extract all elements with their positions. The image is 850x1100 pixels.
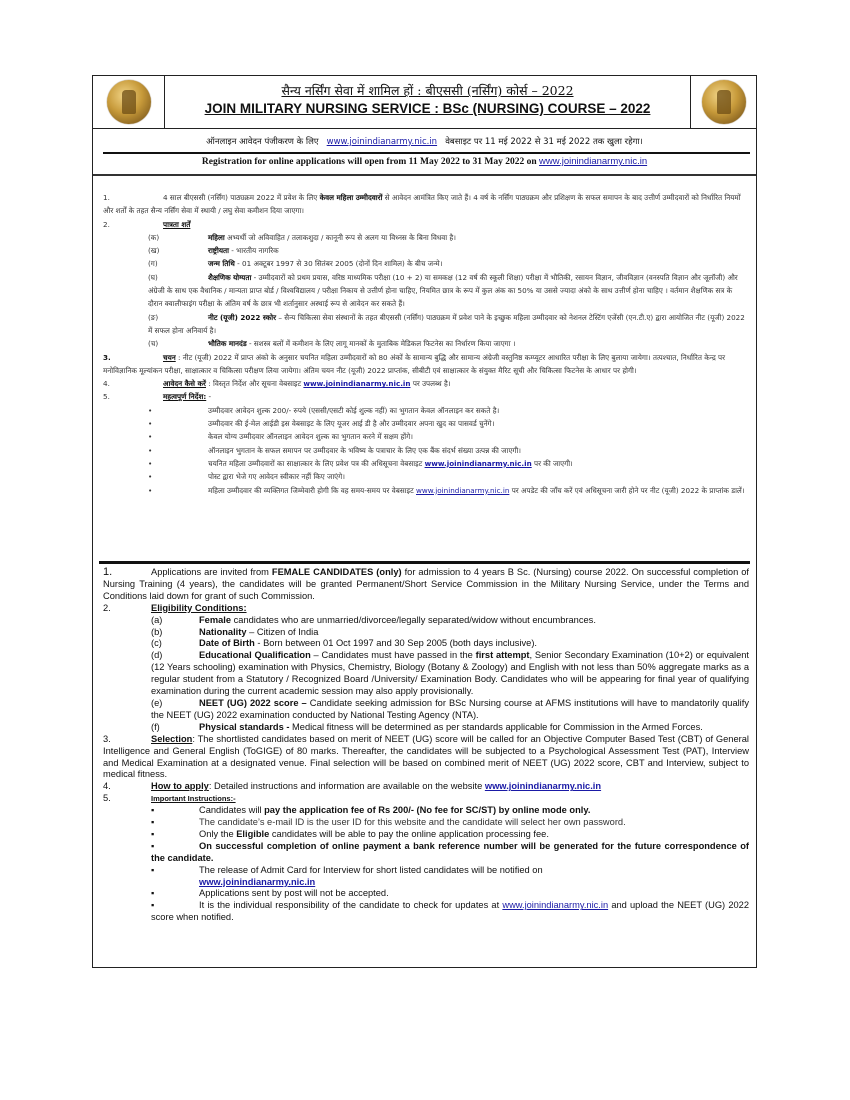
hindi-para-1-text-b: से आवेदन आमंत्रित किए जाते हैं। 4 वर्ष के नर्सिंग पाठ्यक्रम और प्रशिक्षण के सफल समापन के बाद उत्तीर्ण उम्मीदवारों को निर्धारित नियमों और शर्तों के तहत सैन्य नर्सिंग सेवा में स्थायी / लघु सेवा कमीशन दिया जाएगा। [103, 193, 741, 216]
bullet-icon: ▪ [151, 840, 155, 851]
item-bold: राष्ट्रीयता [208, 246, 229, 256]
item-bold: Date of Birth [199, 638, 255, 649]
hindi-para-1-bold: केवल महिला उम्मीदवारों [319, 193, 383, 202]
english-instructions-title: Important Instructions:- [151, 794, 236, 804]
item-label: (a) [151, 614, 163, 625]
emblem-icon [702, 80, 746, 124]
item-bold: NEET (UG) 2022 score – [199, 697, 307, 708]
para-number: 2. [103, 602, 111, 613]
item-text: , Senior Secondary Examination (10+2) or equivalent (12 Years schooling) examination with Physics, Chemistry, Biology (Botany & Zoology) and English with not less than 50% aggregate marks as a regular student from a Statutory / Recognized Board /University/ Examination Body. Candidates who will be appearing for final year of qualifying examination during the current academic session may also apply provisionally. [151, 650, 749, 697]
item-text: - उम्मीदवारों को प्रथम प्रयास, वरिष्ठ माध्यमिक परीक्षा (10 + 2) या समकक्ष (12 वर्ष की स्कूली शिक्षा) परीक्षा में भौतिकी, रसायन विज्ञान, जीवविज्ञान (वनस्पति विज्ञान और जूलॉजी) और अंग्रेजी के साथ एक वैधानिक / मान्यता प्राप्त बोर्ड / विश्वविद्यालय / परीक्षा निकाय से उत्तीर्ण होना चाहिए, नियमित छात्र के रूप में कुल अंक का 50% या उससे ज्यादा अंको के साथ उत्तीर्ण होना चाहिए । वर्तमान शैक्षणिक सत्र के दौरान क्वालीफाइंग परीक्षा के अंतिम वर्ष के छात्र भी शर्तानुसार अस्थाई रूप से आवेदन कर सकते हैं। [148, 272, 738, 309]
para-number: 5. [103, 392, 110, 402]
english-bullet [103, 888, 749, 900]
bullet-bold: pay the application fee of Rs 200/- (No fee for SC/ST) by online mode only. [264, 805, 591, 816]
english-para-3 [103, 734, 749, 782]
hindi-how-to-apply-suffix: पर उपलब्ध है। [412, 379, 451, 389]
bullet-icon: • [148, 485, 153, 495]
hindi-bullet [103, 457, 747, 470]
item-bold: Physical standards - [199, 721, 290, 732]
english-website-link[interactable]: www.joinindianarmy.nic.in [484, 781, 602, 792]
bullet-icon: • [148, 432, 153, 442]
title-english: JOIN MILITARY NURSING SERVICE : BSc (NURSING) COURSE – 2022 [204, 101, 651, 116]
item-label: (क) [148, 232, 160, 242]
bullet-icon: ▪ [151, 864, 155, 875]
item-label: (b) [151, 626, 163, 637]
registration-hindi [93, 136, 756, 147]
bullet-text: Candidates will [199, 805, 262, 816]
english-item [103, 638, 749, 650]
hindi-item [103, 311, 747, 338]
registration-english [93, 156, 756, 167]
english-para-2-heading [103, 603, 749, 615]
english-bullet [103, 841, 749, 865]
bullet-text: ऑनलाइन भुगतान के सफल समापन पर उम्मीदवार के भविष्य के पत्राचार के लिए एक बैंक संदर्भ संख्या उत्पन्न की जाएगी। [208, 445, 521, 455]
english-how-to-apply-title: How to apply [151, 781, 209, 792]
item-bold: जन्म तिथि [208, 259, 235, 269]
english-bullet [103, 865, 749, 889]
hindi-bullet [103, 430, 747, 443]
item-label: (ग) [148, 259, 158, 269]
bullet-icon: • [148, 445, 153, 455]
english-item [103, 627, 749, 639]
registration-box [93, 128, 756, 176]
hindi-para-2-heading [103, 218, 747, 231]
item-text: - सशस्त्र बलों में कमीशन के लिए लागू मानकों के मुताबिक मेडिकल फिटनेस का निर्धारण किया जाएगा । [249, 339, 516, 349]
english-para-1-text-b: for admission to 4 years B Sc. (Nursing) course 2022. On successful completion of Nursing Training (4 years), the candidates will be granted Permanent/Short Service Commission in the Military Nursing Service, under the Terms and Conditions laid down for grant of such Commission. [103, 567, 749, 601]
bullet-icon: • [148, 419, 153, 429]
english-bullet [103, 805, 749, 817]
bullet-text: The release of Admit Card for Interview for short listed candidates will be notified on [199, 864, 543, 875]
item-text: candidates who are unmarried/divorcee/legally separated/widow without encumbrances. [233, 614, 596, 625]
para-number: 3. [103, 733, 111, 744]
hindi-website-link[interactable]: www.joinindianarmy.nic.in [424, 458, 532, 468]
english-para-1-bold: FEMALE CANDIDATES (only) [271, 567, 402, 577]
bullet-text: महिला उम्मीदवार की व्यक्तिगत जिम्मेवारी होगी कि वह समय-समय पर वेबसाइट [208, 485, 414, 495]
bullet-icon: ▪ [151, 805, 155, 816]
registration-rule [103, 152, 750, 154]
emblem-cell-left [93, 76, 165, 128]
bullet-icon: ▪ [151, 900, 155, 911]
para-number: 3. [103, 352, 111, 362]
bullet-text: पोस्ट द्वारा भेजे गए आवेदन स्वीकार नहीं किए जाएंगे। [208, 472, 345, 482]
emblem-icon [107, 80, 151, 124]
item-bold: नीट (यूजी) 2022 स्कोर [208, 312, 277, 322]
english-para-1-text-a: Applications are invited from [151, 567, 269, 577]
bullet-text: The candidate’s e-mail ID is the user ID for this website and the candidate will select her own password. [199, 817, 626, 828]
header-row [93, 76, 756, 129]
english-bullet [103, 829, 749, 841]
english-website-link[interactable]: www.joinindianarmy.nic.in [502, 900, 609, 911]
bullet-bold: Eligible [236, 828, 270, 839]
registration-english-text: Registration for online applications will open from 11 May 2022 to 31 May 2022 on [201, 157, 537, 167]
english-eligibility-title: Eligibility Conditions: [151, 602, 247, 613]
english-bullet [103, 900, 749, 924]
hindi-selection-text: : नीट (यूजी) 2022 में प्राप्त अंको के अनुसार चयनित महिला उम्मीदवारों को 80 अंकों के सामान्य बुद्धि और सामान्य अंग्रेजी वस्तुनिष्ठ कम्प्यूटर आधारित परीक्षा के लिए बुलाया जायेगा। तत्पश्चात, निर्धारित केन्द्र पर मनोविज्ञानिक मूल्यांकन परीक्षा, साक्षात्कार व चिकित्सा परीक्षण लिया जायेगा। अंतिम चयन नीट (यूजी) 2022 प्राप्तांक, सीबीटी एवं साक्षात्कार के संयुक्त मैरिट सूची और चिकित्सा फिटनेस के आधार पर होगी। [103, 352, 726, 375]
bullet-icon: ▪ [151, 888, 155, 899]
bullet-icon: • [148, 405, 153, 415]
bullet-text: उम्मीदवार की ई-मेल आईडी इस वेबसाइट के लिए यूजर आई डी है और उम्मीदवार अपना खुद का पासवर्ड चुनेंगे। [208, 419, 495, 429]
hindi-para-3 [103, 351, 747, 378]
bullet-icon: ▪ [151, 828, 155, 839]
hindi-bullet [103, 417, 747, 430]
item-label: (d) [151, 650, 163, 661]
hindi-bullet [103, 470, 747, 483]
bullet-text: It is the individual responsibility of the candidate to check for updates at [199, 900, 500, 911]
para-number: 1. [103, 566, 113, 578]
item-bold: Nationality [199, 626, 247, 637]
item-bold: महिला [208, 232, 225, 242]
item-text-a: – Candidates must have passed in the [313, 650, 473, 661]
item-label: (ङ) [148, 312, 159, 322]
hindi-item [103, 337, 747, 350]
bullet-suffix: पर की जाएगी। [534, 458, 573, 468]
hindi-para-1 [103, 191, 747, 218]
item-label: (घ) [148, 272, 158, 282]
item-text: - 01 अक्टूबर 1997 से 30 सितंबर 2005 (दोनों दिन शामिल) के बीच जन्मे। [237, 259, 443, 269]
english-item [103, 615, 749, 627]
para-number: 5. [103, 793, 111, 804]
title-hindi: सैन्य नर्सिंग सेवा में शामिल हों : बीएससी (नर्सिंग) कोर्स – 2022 [281, 83, 574, 98]
english-item [103, 650, 749, 698]
bullet-bold: On successful completion of online payment a bank reference number will be generated for the future correspondence of the candidate. [151, 840, 749, 863]
bullet-icon: • [148, 458, 153, 468]
hindi-item [103, 244, 747, 257]
english-para-4 [103, 781, 749, 793]
item-text: Candidate seeking admission for BSc Nursing course at AFMS institutions will have to mandatorily qualify the NEET (UG) 2022 examination conducted by National Testing Agency (NTA). [151, 697, 749, 720]
english-section [103, 567, 749, 924]
notice-document [92, 75, 757, 968]
hindi-eligibility-title: पात्रता शर्तें [163, 219, 191, 229]
hindi-item [103, 271, 747, 311]
emblem-cell-right [690, 76, 756, 128]
registration-english-link[interactable]: www.joinindianarmy.nic.in [539, 156, 648, 167]
item-text: अभ्यर्थी जो अविवाहित / तलाकशुदा / कानूनी रूप से अलग या विध्नस के बिना विधवा है। [227, 232, 456, 242]
item-text: Medical fitness will be determined as per standards applicable for Commission in the Armed Forces. [292, 721, 703, 732]
item-label: (e) [151, 697, 163, 708]
registration-hindi-prefix: ऑनलाइन आवेदन पंजीकरण के लिए [206, 137, 319, 147]
bullet-suffix: पर अपडेट की जाँच करें एवं अधिसूचना जारी होने पर नीट (यूजी) 2022 के प्राप्तांक डालें। [511, 485, 745, 495]
title-cell [165, 76, 690, 128]
item-text: - भारतीय नागरिक [231, 246, 279, 256]
hindi-para-1-text-a: 4 साल बीएससी (नर्सिंग) पाठ्यक्रम 2022 में प्रवेश के लिए [163, 193, 318, 202]
item-bold: Educational Qualification [199, 650, 311, 661]
english-selection-title: Selection [151, 733, 193, 744]
registration-hindi-link[interactable]: www.joinindianarmy.nic.in [326, 137, 438, 147]
item-bold-2: first attempt [475, 650, 530, 661]
hindi-instructions-title: महत्वपूर्ण निर्देश: [163, 392, 207, 402]
english-bullet [103, 817, 749, 829]
hindi-item [103, 257, 747, 270]
bullet-text-b: and upload the NEET (UG) 2022 score when notified. [151, 900, 749, 923]
bullet-icon: ▪ [151, 817, 155, 828]
english-how-to-apply-text: : Detailed instructions and information are available on the website [208, 781, 483, 792]
item-label: (c) [151, 638, 162, 649]
bullet-text: चयनित महिला उम्मीदवारों का साक्षात्कार के लिए प्रवेश पत्र की अधिसूचना वेबसाइट [208, 458, 423, 468]
item-label: (च) [148, 339, 159, 349]
registration-hindi-suffix: वेबसाइट पर 11 मई 2022 से 31 मई 2022 तक खुला रहेगा। [445, 137, 643, 147]
item-label: (f) [151, 721, 160, 732]
item-text: – सैन्य चिकित्सा सेवा संस्थानों के तहत बीएससी (नर्सिंग) पाठ्यक्रम में प्रवेश पाने के इच्छुक महिला उम्मीदवार को नेशनल टेस्टिंग एजेंसी (एन.टी.ए) द्वारा आयोजित नीट (यूजी) 2022 में सफल होना अनिवार्य है। [148, 312, 745, 335]
hindi-item [103, 231, 747, 244]
hindi-para-4 [103, 377, 747, 390]
hindi-how-to-apply-text: : विस्तृत निर्देश और सूचना वेबसाइट [208, 379, 302, 389]
english-para-5-heading [103, 793, 749, 805]
item-bold: शैक्षणिक योग्यता [208, 272, 252, 282]
bullet-text-b: candidates will be able to pay the online application processing fee. [271, 828, 549, 839]
hindi-bullet [103, 444, 747, 457]
english-item [103, 698, 749, 722]
bullet-text: उम्मीदवार आवेदन शुल्क 200/- रुपये (एससी/एसटी कोई शुल्क नहीं) का भुगतान केवल ऑनलाइन कर सकते है। [208, 405, 500, 415]
hindi-selection-title: चयन [163, 352, 176, 362]
hindi-section [103, 191, 747, 497]
bullet-icon: • [148, 472, 153, 482]
english-website-link[interactable]: www.joinindianarmy.nic.in [199, 876, 316, 887]
bullet-text: Applications sent by post will not be accepted. [199, 888, 389, 899]
english-item [103, 722, 749, 734]
hindi-website-link[interactable]: www.joinindianarmy.nic.in [416, 485, 510, 495]
dash: - [208, 392, 212, 402]
para-number: 1. [103, 193, 110, 202]
item-text: - Born between 01 Oct 1997 and 30 Sep 2005 (both days inclusive). [257, 638, 537, 649]
bullet-text: केवल योग्य उम्मीदवार ऑनलाइन आवेदन शुल्क का भुगतान करने में सक्षम होंगे। [208, 432, 413, 442]
item-bold: भौतिक मानदंड [208, 339, 247, 349]
item-bold: Female [199, 614, 232, 625]
hindi-website-link[interactable]: www.joinindianarmy.nic.in [303, 379, 411, 389]
english-selection-text: : The shortlisted candidates based on merit of NEET (UG) score will be called for an Objective Computer Based Test (CBT) of General Intelligence and General English (ToGIGE) of 80 marks. Thereafter, the candidates will be subjected to a Psychological Assessment Test (PAT), Interview and Medical Examination at a designated venue. Final selection will be based on combined merit of NEET (UG) 2022 score, CBT and Interview, subject to medical fitness. [103, 733, 749, 780]
english-para-1 [103, 567, 749, 603]
item-label: (ख) [148, 246, 160, 256]
hindi-para-5-heading [103, 390, 747, 403]
hindi-bullet [103, 484, 747, 497]
hindi-bullet [103, 404, 747, 417]
para-number: 2. [103, 219, 110, 229]
para-number: 4. [103, 781, 111, 792]
bullet-text: Only the [199, 828, 234, 839]
section-divider [99, 561, 750, 564]
item-text: – Citizen of India [249, 626, 319, 637]
para-number: 4. [103, 379, 110, 389]
hindi-how-to-apply-title: आवेदन कैसे करें [163, 379, 206, 389]
